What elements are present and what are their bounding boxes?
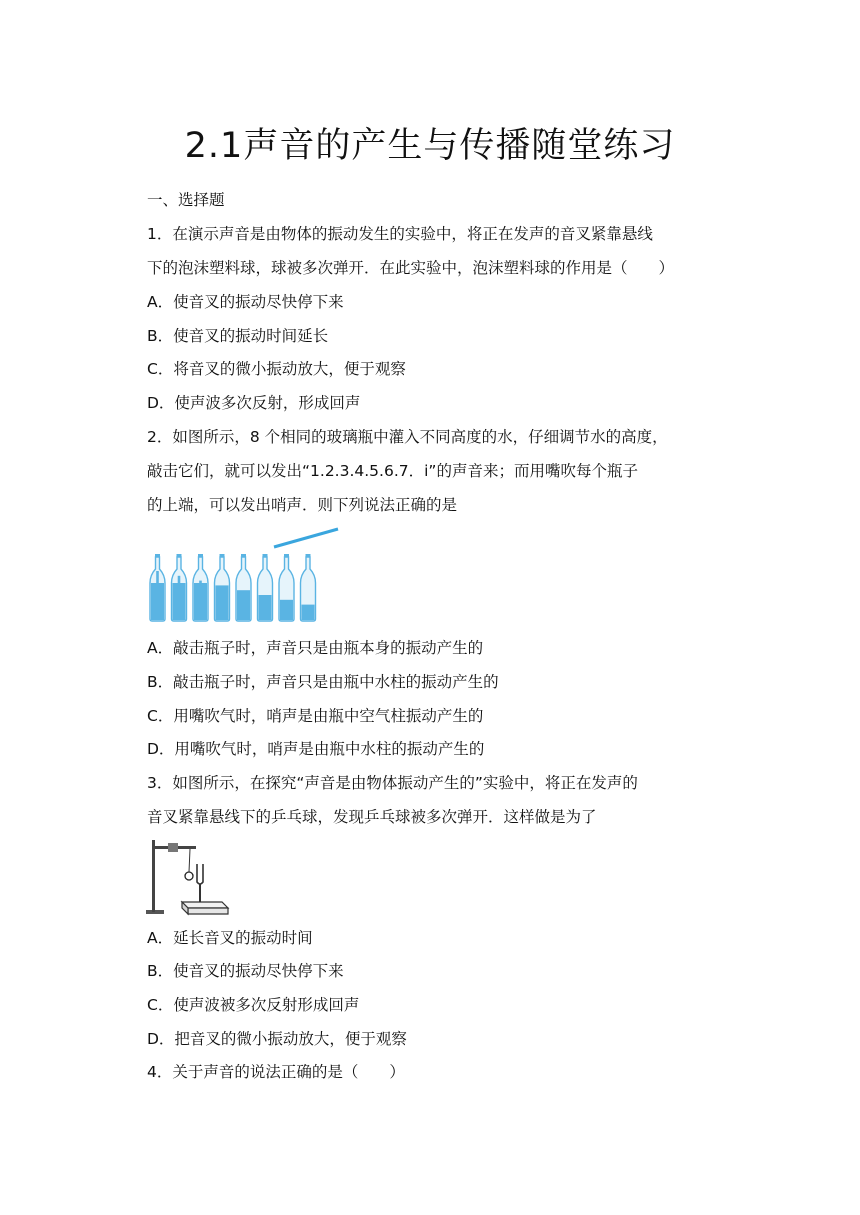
water-bottles-figure (148, 525, 348, 625)
question-2-line-3: 的上端，可以发出哨声．则下列说法正确的是 (147, 496, 458, 514)
bottle (172, 554, 187, 621)
water-level (216, 585, 229, 620)
question-2-option-d: D．用嘴吹气时，哨声是由瓶中水柱的振动产生的 (147, 740, 485, 758)
bottle (150, 554, 165, 621)
water-level (280, 600, 293, 620)
tuning-fork-stand-figure (142, 836, 232, 918)
bottle-row (150, 554, 316, 621)
bottle (236, 554, 251, 621)
question-2-option-a: A．敲击瓶子时，声音只是由瓶本身的振动产生的 (147, 639, 484, 657)
question-3-option-b: B．使音叉的振动尽快停下来 (147, 962, 344, 980)
question-1-line-1: 1．在演示声音是由物体的振动发生的实验中，将正在发声的音叉紧靠悬线 (147, 225, 653, 243)
water-level (302, 605, 315, 620)
water-level (151, 583, 164, 620)
bottle (279, 554, 294, 621)
bottle (215, 554, 230, 621)
water-level (259, 595, 272, 620)
question-3-option-a: A．延长音叉的振动时间 (147, 929, 313, 947)
page-title: 2.1声音的产生与传播随堂练习 (184, 126, 676, 166)
question-2-line-1: 2．如图所示，8 个相同的玻璃瓶中灌入不同高度的水，仔细调节水的高度， (147, 428, 668, 446)
resonance-box (182, 902, 228, 908)
question-1-line-2: 下的泡沫塑料球，球被多次弹开．在此实验中，泡沫塑料球的作用是（ ） (147, 259, 675, 277)
question-3-option-c: C．使声波被多次反射形成回声 (147, 996, 360, 1014)
question-1-option-d: D．使声波多次反射，形成回声 (147, 394, 361, 412)
question-3-option-d: D．把音叉的微小振动放大，便于观察 (147, 1030, 407, 1048)
water-level (194, 583, 207, 620)
question-1-option-c: C．将音叉的微小振动放大，便于观察 (147, 360, 406, 378)
question-3-line-2: 音叉紧靠悬线下的乒乓球，发现乒乓球被多次弹开．这样做是为了 (147, 808, 597, 826)
clamp (168, 843, 178, 852)
question-1-option-a: A．使音叉的振动尽快停下来 (147, 293, 344, 311)
water-level (237, 590, 250, 620)
ping-pong-ball (185, 872, 193, 880)
question-2-option-b: B．敲击瓶子时，声音只是由瓶中水柱的振动产生的 (147, 673, 499, 691)
question-2-option-c: C．用嘴吹气时，哨声是由瓶中空气柱振动产生的 (147, 707, 484, 725)
stand-rod (152, 840, 155, 912)
bottle (193, 554, 208, 621)
question-3-line-1: 3．如图所示，在探究“声音是由物体振动产生的”实验中，将正在发声的 (147, 774, 638, 792)
question-2-line-2: 敲击它们，就可以发出“1.2.3.4.5.6.7．i”的声音来；而用嘴吹每个瓶子 (147, 462, 638, 480)
question-4-line-1: 4．关于声音的说法正确的是（ ） (147, 1063, 405, 1081)
bottle (301, 554, 316, 621)
water-level (173, 583, 186, 620)
question-1-option-b: B．使音叉的振动时间延长 (147, 327, 329, 345)
striking-rod (274, 529, 338, 547)
string (189, 849, 190, 872)
bottle (258, 554, 273, 621)
tuning-fork (197, 864, 203, 884)
section-heading: 一、选择题 (147, 191, 225, 209)
